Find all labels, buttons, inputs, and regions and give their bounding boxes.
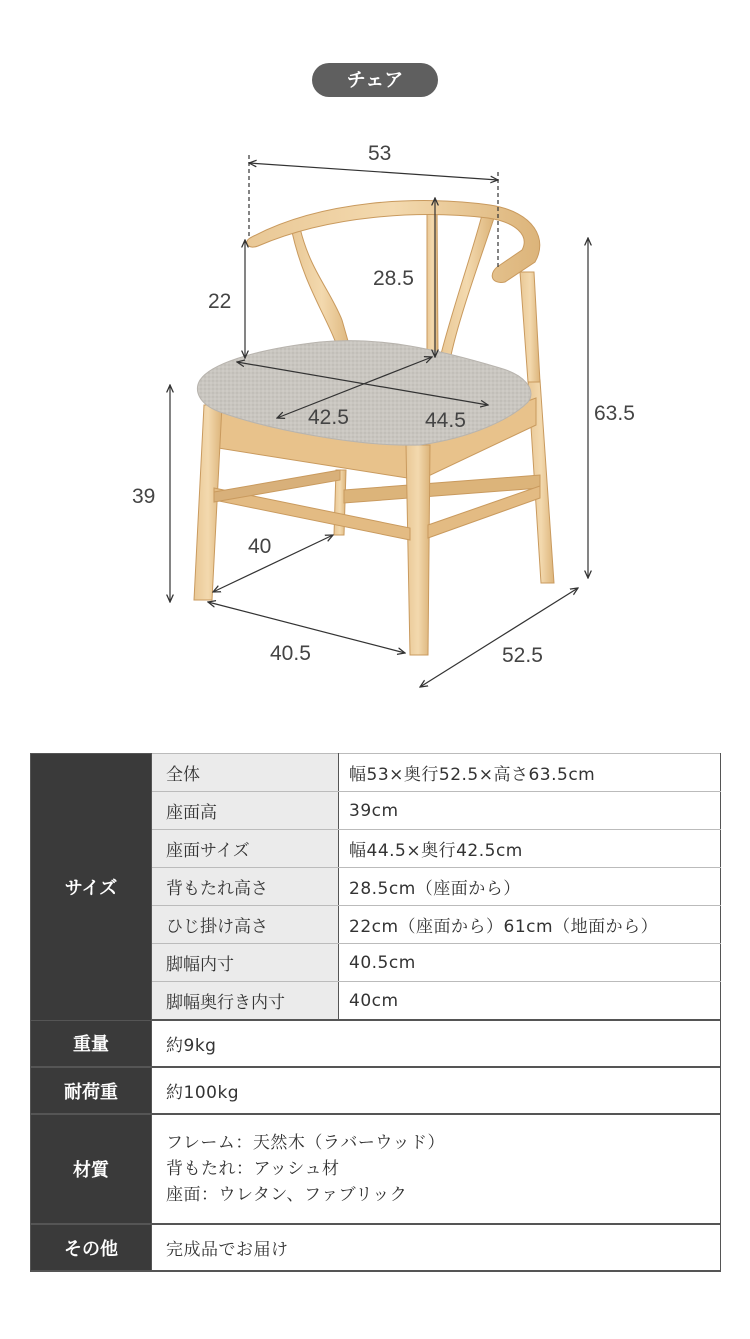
- row-label: ひじ掛け高さ: [152, 906, 339, 944]
- dim-seat-depth-label: 42.5: [308, 406, 349, 429]
- size-category: サイズ: [31, 754, 152, 1021]
- row-value: 28.5cm（座面から）: [339, 868, 721, 906]
- dim-depth-label: 52.5: [502, 644, 543, 667]
- row-value: 40cm: [339, 982, 721, 1021]
- weight-category: 重量: [31, 1020, 152, 1067]
- row-value: 22cm（座面から）61cm（地面から）: [339, 906, 721, 944]
- other-category: その他: [31, 1224, 152, 1271]
- row-value: 39cm: [339, 792, 721, 830]
- table-row: [31, 1067, 721, 1114]
- table-row: [31, 1020, 721, 1067]
- dim-inner-width-label: 40.5: [270, 642, 311, 665]
- row-label: 脚幅内寸: [152, 944, 339, 982]
- other-value: 完成品でお届け: [152, 1224, 721, 1271]
- row-label: 脚幅奥行き内寸: [152, 982, 339, 1021]
- category-badge: チェア: [312, 63, 438, 97]
- dim-back-height-label: 28.5: [373, 267, 414, 290]
- load-category: 耐荷重: [31, 1067, 152, 1114]
- material-category: 材質: [31, 1114, 152, 1224]
- chair-dimension-diagram: [0, 120, 750, 710]
- row-label: 背もたれ高さ: [152, 868, 339, 906]
- dim-width-label: 53: [368, 142, 392, 165]
- table-row: [31, 1224, 721, 1271]
- material-line: 背もたれ：アッシュ材: [166, 1159, 340, 1179]
- row-value: 幅44.5×奥行42.5cm: [339, 830, 721, 868]
- row-value: 40.5cm: [339, 944, 721, 982]
- material-value: [152, 1114, 721, 1224]
- dim-arm-height-label: 22: [208, 290, 232, 313]
- dim-seat-height-label: 39: [132, 485, 156, 508]
- weight-value: 約9kg: [152, 1020, 721, 1067]
- dim-seat-width-label: 44.5: [425, 409, 466, 432]
- table-row: [31, 1114, 721, 1224]
- material-line: フレーム：天然木（ラバーウッド）: [166, 1133, 445, 1153]
- row-label: 座面サイズ: [152, 830, 339, 868]
- row-label: 全体: [152, 754, 339, 792]
- load-value: 約100kg: [152, 1067, 721, 1114]
- row-label: 座面高: [152, 792, 339, 830]
- material-line: 座面：ウレタン、ファブリック: [166, 1185, 408, 1205]
- row-value: 幅53×奥行52.5×高さ63.5cm: [339, 754, 721, 792]
- dim-inner-depth-label: 40: [248, 535, 272, 558]
- spec-table: [30, 753, 721, 1272]
- table-row: [31, 754, 721, 792]
- dim-total-height-label: 63.5: [594, 402, 635, 425]
